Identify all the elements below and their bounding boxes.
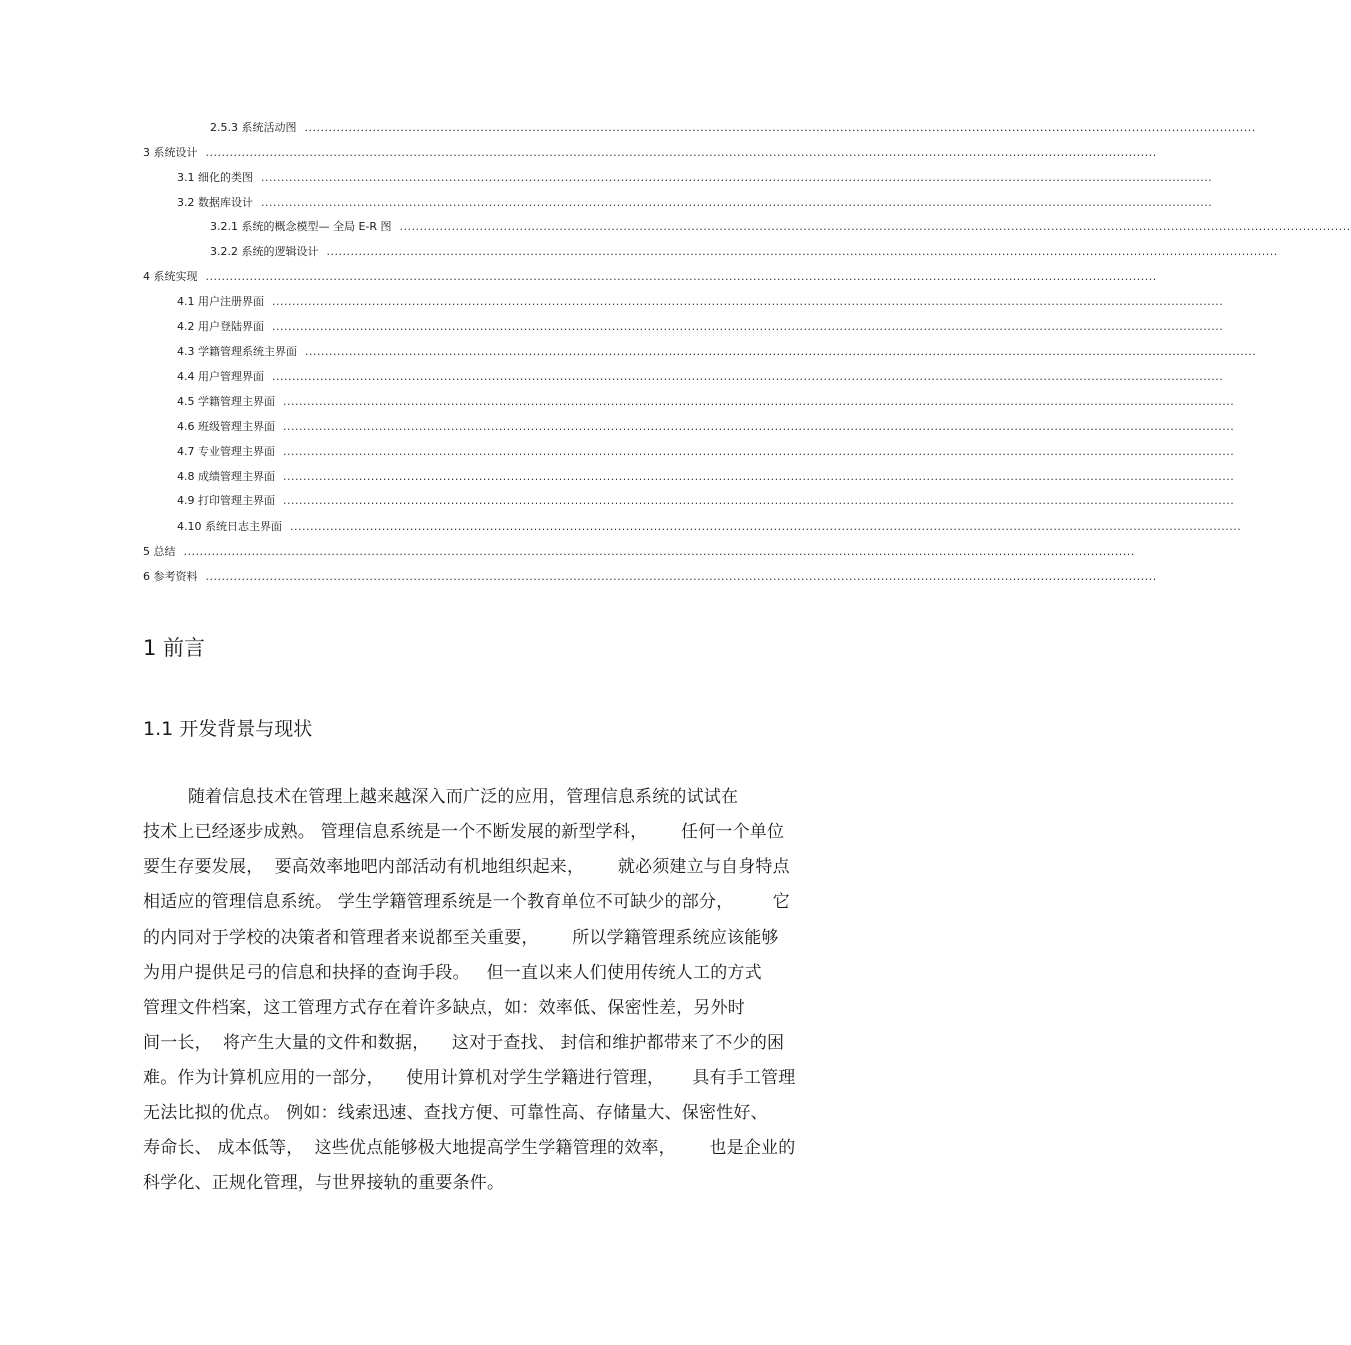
toc-label: 4 系统实现 — [143, 270, 198, 283]
toc-leader: .............................................................................................................................................................................................................................................. — [283, 445, 1235, 458]
toc-entry-6[interactable] — [143, 570, 1157, 584]
paragraph-line: 管理文件档案，这工管理方式存在着许多缺点，如：效率低、保密性差，另外时 — [143, 998, 745, 1018]
toc-leader: .............................................................................................................................................................................................................................................. — [205, 146, 1157, 159]
toc-label: 2.5.3 系统活动图 — [210, 121, 297, 134]
toc-leader: .............................................................................................................................................................................................................................................. — [283, 494, 1235, 507]
toc-entry-4-5[interactable] — [177, 395, 1235, 409]
toc-label: 4.4 用户管理界面 — [177, 370, 264, 383]
paragraph-line: 随着信息技术在管理上越来越深入而广泛的应用，管理信息系统的试试在 — [143, 787, 739, 807]
toc-entry-4-8[interactable] — [177, 470, 1235, 484]
toc-leader: .............................................................................................................................................................................................................................................. — [283, 470, 1235, 483]
toc-leader: .............................................................................................................................................................................................................................................. — [326, 245, 1278, 258]
toc-leader: .............................................................................................................................................................................................................................................. — [304, 121, 1256, 134]
paragraph-line: 间一长， 将产生大量的文件和数据， 这对于查找、 封信和维护都带来了不少的困 — [143, 1033, 785, 1053]
paragraph-line: 要生存要发展， 要高效率地吧内部活动有机地组织起来， 就必须建立与自身特点 — [143, 857, 790, 877]
toc-label: 3.2.2 系统的逻辑设计 — [210, 245, 319, 258]
toc-leader: .............................................................................................................................................................................................................................................. — [205, 570, 1157, 583]
toc-label: 4.6 班级管理主界面 — [177, 420, 275, 433]
section-heading-preface: 1 前言 — [143, 636, 206, 660]
toc-label: 3 系统设计 — [143, 146, 198, 159]
toc-entry-3-2-1[interactable] — [210, 220, 1351, 234]
toc-entry-4-9[interactable] — [177, 494, 1235, 508]
toc-leader: .............................................................................................................................................................................................................................................. — [399, 220, 1351, 233]
toc-label: 4.3 学籍管理系统主界面 — [177, 345, 297, 358]
subsection-heading-background: 1.1 开发背景与现状 — [143, 718, 313, 740]
toc-label: 4.5 学籍管理主界面 — [177, 395, 275, 408]
toc-leader: .............................................................................................................................................................................................................................................. — [261, 196, 1213, 209]
paragraph-line: 为用户提供足弓的信息和抉择的查询手段。 但一直以来人们使用传统人工的方式 — [143, 963, 762, 983]
toc-entry-4-1[interactable] — [177, 295, 1224, 309]
toc-leader: .............................................................................................................................................................................................................................................. — [183, 545, 1135, 558]
toc-entry-4-6[interactable] — [177, 420, 1235, 434]
paragraph-line: 技术上已经逐步成熟。 管理信息系统是一个不断发展的新型学科， 任何一个单位 — [143, 822, 785, 842]
paragraph-line: 的内同对于学校的决策者和管理者来说都至关重要， 所以学籍管理系统应该能够 — [143, 928, 779, 948]
toc-leader: .............................................................................................................................................................................................................................................. — [272, 370, 1224, 383]
toc-entry-2-5-3[interactable] — [210, 121, 1256, 135]
toc-leader: .............................................................................................................................................................................................................................................. — [283, 420, 1235, 433]
toc-label: 4.8 成绩管理主界面 — [177, 470, 275, 483]
toc-entry-3-1[interactable] — [177, 171, 1213, 185]
paragraph-line: 无法比拟的优点。 例如：线索迅速、查找方便、可靠性高、存储量大、保密性好、 — [143, 1103, 768, 1123]
paragraph-line: 相适应的管理信息系统。 学生学籍管理系统是一个教育单位不可缺少的部分， 它 — [143, 892, 790, 912]
toc-entry-3-2-2[interactable] — [210, 245, 1278, 259]
toc-label: 3.1 细化的类图 — [177, 171, 253, 184]
toc-entry-4[interactable] — [143, 270, 1157, 284]
toc-label: 6 参考资料 — [143, 570, 198, 583]
toc-entry-3-2[interactable] — [177, 196, 1213, 210]
toc-leader: .............................................................................................................................................................................................................................................. — [272, 320, 1224, 333]
toc-leader: .............................................................................................................................................................................................................................................. — [290, 520, 1242, 533]
toc-leader: .............................................................................................................................................................................................................................................. — [272, 295, 1224, 308]
toc-leader: .............................................................................................................................................................................................................................................. — [261, 171, 1213, 184]
toc-entry-4-3[interactable] — [177, 345, 1257, 359]
toc-entry-4-10[interactable] — [177, 520, 1242, 534]
toc-leader: .............................................................................................................................................................................................................................................. — [305, 345, 1257, 358]
paragraph-line: 难。作为计算机应用的一部分， 使用计算机对学生学籍进行管理， 具有手工管理 — [143, 1068, 796, 1088]
toc-label: 4.1 用户注册界面 — [177, 295, 264, 308]
toc-label: 4.7 专业管理主界面 — [177, 445, 275, 458]
paragraph-line: 寿命长、 成本低等， 这些优点能够极大地提高学生学籍管理的效率， 也是企业的 — [143, 1138, 796, 1158]
toc-leader: .............................................................................................................................................................................................................................................. — [205, 270, 1157, 283]
toc-label: 4.10 系统日志主界面 — [177, 520, 282, 533]
toc-label: 5 总结 — [143, 545, 176, 558]
toc-leader: .............................................................................................................................................................................................................................................. — [283, 395, 1235, 408]
toc-label: 3.2.1 系统的概念模型— 全局 E-R 图 — [210, 220, 392, 233]
toc-entry-4-7[interactable] — [177, 445, 1235, 459]
toc-entry-5[interactable] — [143, 545, 1135, 559]
toc-entry-4-2[interactable] — [177, 320, 1224, 334]
toc-label: 3.2 数据库设计 — [177, 196, 253, 209]
toc-label: 4.9 打印管理主界面 — [177, 494, 275, 507]
paragraph-line: 科学化、正规化管理，与世界接轨的重要条件。 — [143, 1173, 505, 1193]
toc-entry-3[interactable] — [143, 146, 1157, 160]
toc-entry-4-4[interactable] — [177, 370, 1224, 384]
toc-label: 4.2 用户登陆界面 — [177, 320, 264, 333]
